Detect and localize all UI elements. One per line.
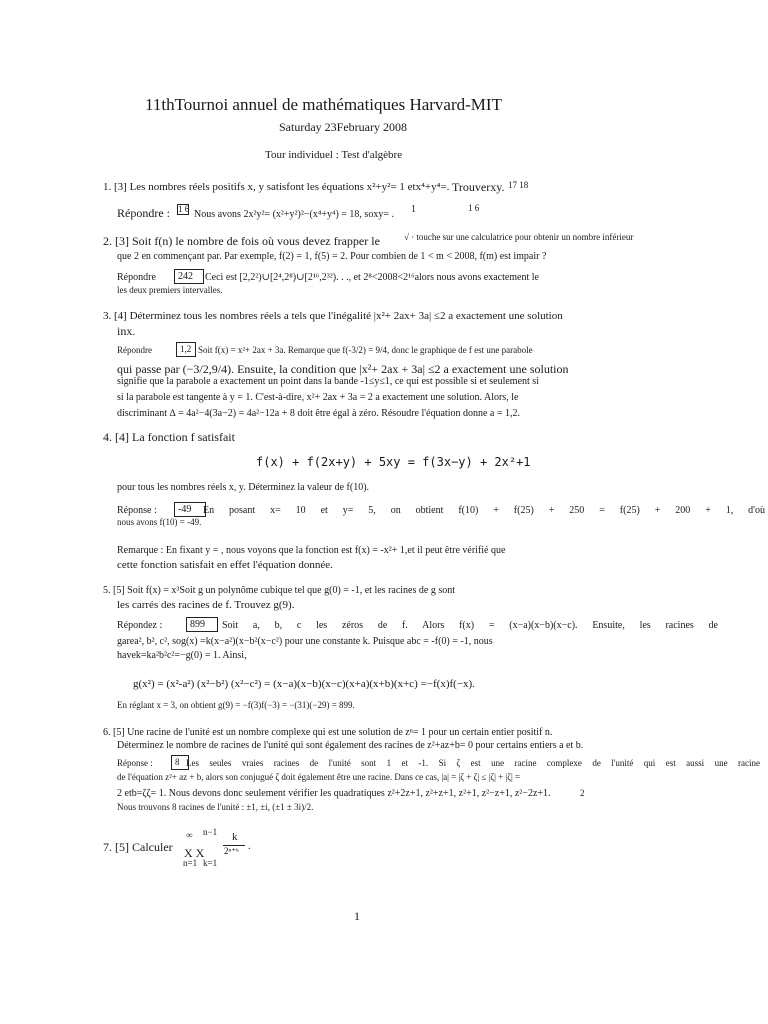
q7-sum-top-1: ∞ [186, 830, 193, 840]
q1-tail-a: 1 [411, 204, 416, 215]
q1-statement: 1. [3] Les nombres réels positifs x, y satisfont les équations x²+y²= 1 etx⁴+y⁴=. [103, 181, 450, 193]
q2-line1: 2. [3] Soit f(n) le nombre de fois où vous devez frapper le [103, 234, 380, 248]
q7-label: 7. [5] Calculer [103, 840, 173, 854]
q7-fraction-denominator: 2ⁿ⁺ᵏ [224, 846, 239, 856]
q2-line2: que 2 en commençant par. Par exemple, f(2) = 1, f(5) = 2. Pour combien de 1 < m < 2008, f(m) est impair ? [117, 251, 547, 262]
q7-fraction-numerator: k [232, 831, 238, 843]
q3-sol-3: signifie que la parabole a exactement un point dans la bande -1≤y≤1, ce qui est possible si et seulement si [117, 376, 539, 387]
q6-answer-label: Réponse : [117, 758, 153, 768]
q5-line2: les carrés des racines de f. Trouvez g(9). [117, 599, 295, 611]
q5-line1: 5. [5] Soit f(x) = x³Soit g un polynôme cubique tel que g(0) = -1, et les racines de g sont [103, 585, 455, 596]
q3-line2: inx. [117, 324, 136, 338]
q7-sum-bottom-2: k=1 [203, 858, 218, 868]
q4-answer-box: -49 [174, 502, 206, 517]
q3-sol-2: qui passe par (−3/2,9/4). Ensuite, la condition que |x²+ 2ax + 3a| ≤2 a exactement une solution [117, 362, 569, 376]
q3-sol-4: si la parabole est tangente à y = 1. C'est-à-dire, x²+ 2ax + 3a = 2 a exactement une solution. Alors, le [117, 392, 519, 403]
page-number: 1 [354, 909, 360, 923]
q3-sol-5: discriminant ∆ = 4a²−4(3a−2) = 4a²−12a + 8 doit être égal à zéro. Résoudre l'équation donne a = 1,2. [117, 408, 520, 419]
q6-sol-2: de l'équation z²+ az + b, alors son conjugué ζ doit également être une racine. Dans ce cas, |a| = |ζ + ζ| ≤ |ζ| + |ζ| = [117, 772, 521, 782]
test-subtitle: Tour individuel : Test d'algèbre [265, 149, 403, 161]
q2-solution: Ceci est [2,2²)∪[2⁴,2⁸)∪[2¹⁶,2³²). . ., et 2⁸<2008<2¹⁶alors nous avons exactement le [205, 272, 539, 283]
q5-answer-box: 899 [186, 617, 218, 632]
q4-line2: pour tous les nombres réels x, y. Déterminez la valeur de f(10). [117, 482, 370, 493]
q5-equation: g(x²) = (x²-a²) (x²−b²) (x²−c²) = (x−a)(x−b)(x−c)(x+a)(x+b)(x+c) =−f(x)f(−x). [133, 678, 475, 690]
q1-fraction: 17 18 [508, 180, 529, 190]
q4-solution: En posant x= 10 et y= 5, on obtient f(10) + f(25) + 250 = f(25) + 200 + 1, d'où [203, 505, 765, 516]
q6-line2: Déterminez le nombre de racines de l'unité qui sont également des racines de z²+az+b= 0 pour certains entiers a et b. [117, 740, 584, 751]
q7-sum-symbols: X X [184, 846, 205, 860]
q5-sol-1: Soit a, b, c les zéros de f. Alors f(x) = (x−a)(x−b)(x−c). Ensuite, les racines de [222, 620, 718, 631]
q6-sol-3: 2 etb=ζζ= 1. Nous devons donc seulement vérifier les quadratiques z²+2z+1, z²+z+1, z²+1, z²−z+1, z²−2z+1. [117, 788, 551, 799]
q7-sum-top-2: n−1 [203, 827, 218, 837]
q5-answer-label: Répondez : [117, 620, 163, 631]
q4-remark-1: Remarque : En fixant y = , nous voyons que la fonction est f(x) = -x²+ 1,et il peut être vérifié que [117, 545, 506, 556]
q1-ask: Trouverxy. [452, 180, 505, 194]
q3-sol-1: Soit f(x) = x²+ 2ax + 3a. Remarque que f(-3/2) = 9/4, donc le graphique de f est une parabole [198, 345, 533, 355]
q2-answer-box: 242 [174, 269, 204, 284]
q6-answer-box: 8 [171, 755, 189, 770]
q4-tail: nous avons f(10) = -49. [117, 517, 202, 527]
q2-tail: les deux premiers intervalles. [117, 285, 223, 295]
q2-sqrt-note: √ · touche sur une calculatrice pour obtenir un nombre inférieur [404, 232, 634, 242]
q2-answer-label: Répondre [117, 272, 156, 283]
q1-tail-b: 1 6 [468, 203, 480, 213]
q1-answer-box: 1 6 [178, 204, 190, 214]
q5-sol-3: havek=ka²b²c²=−g(0) = 1. Ainsi, [117, 650, 247, 661]
q1-answer-label: Répondre : [117, 206, 170, 220]
q3-line1: 3. [4] Déterminez tous les nombres réels a tels que l'inégalité |x²+ 2ax+ 3a| ≤2 a exactement une solution [103, 310, 563, 322]
q3-answer-label: Répondre [117, 345, 152, 355]
q6-sol-1: Les seules vraies racines de l'unité sont 1 et -1. Si ζ est une racine complexe de l'unité qui est aussi une racine [186, 758, 760, 768]
q3-answer-box: 1,2 [176, 342, 196, 357]
q4-answer-label: Réponse : [117, 505, 157, 516]
q5-tail: En réglant x = 3, on obtient g(9) = −f(3)f(−3) = −(31)(−29) = 899. [117, 700, 355, 710]
q6-line1: 6. [5] Une racine de l'unité est un nombre complexe qui est une solution de zⁿ= 1 pour un certain entier positif n. [103, 727, 553, 738]
q6-tail: Nous trouvons 8 racines de l'unité : ±1, ±i, (±1 ± 3i)/2. [117, 802, 314, 812]
q4-line1: 4. [4] La fonction f satisfait [103, 430, 235, 444]
date-line: Saturday 23February 2008 [279, 120, 407, 134]
q4-equation: f(x) + f(2x+y) + 5xy = f(3x−y) + 2x²+1 [256, 455, 531, 469]
q6-superscript-two: 2 [580, 788, 585, 798]
q4-remark-2: cette fonction satisfait en effet l'équation donnée. [117, 559, 333, 571]
q7-period: . [248, 841, 251, 852]
q1-solution: Nous avons 2x²y²= (x²+y²)²−(x⁴+y⁴) = 18, soxy= . [194, 209, 394, 220]
q5-sol-2: garea², b², c², sog(x) =k(x−a²)(x−b²(x−c²) pour une constante k. Puisque abc = -f(0) = -1, nous [117, 636, 493, 647]
page-title: 11thTournoi annuel de mathématiques Harvard-MIT [145, 95, 502, 114]
q7-sum-bottom-1: n=1 [183, 858, 198, 868]
